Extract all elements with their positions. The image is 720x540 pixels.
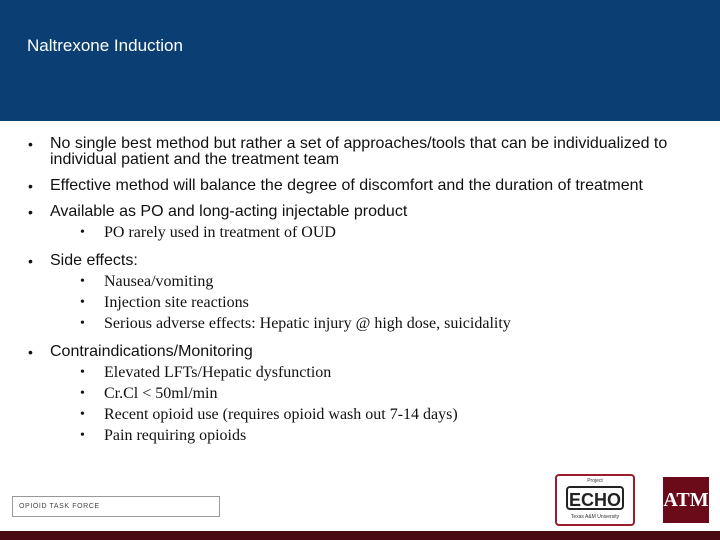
- sub-bullet-item: [50, 271, 708, 292]
- bullet-dot-icon: •: [28, 204, 33, 220]
- footer-label-box: [12, 496, 220, 517]
- slide-header: [0, 0, 720, 121]
- bottom-bar: [0, 531, 720, 540]
- texas-am-logo: [663, 477, 709, 523]
- bullet-item: [28, 136, 708, 168]
- sub-bullet-item: [50, 425, 708, 446]
- sub-bullet-dot-icon: •: [80, 295, 85, 310]
- sub-bullet-text: Injection site reactions: [104, 294, 249, 311]
- bullet-dot-icon: •: [28, 253, 33, 269]
- sub-bullet-item: [50, 222, 708, 243]
- sub-bullet-text: Cr.Cl < 50ml/min: [104, 385, 218, 402]
- sub-bullet-dot-icon: •: [80, 428, 85, 443]
- echo-subtitle: Texas A&M University: [570, 514, 620, 520]
- bullet-item: [28, 178, 708, 194]
- bullet-text: No single best method but rather a set of approaches/tools that can be individualized to individual patient and the treatment team: [50, 135, 668, 168]
- sub-bullet-item: [50, 362, 708, 383]
- echo-project-text: Project: [587, 478, 603, 484]
- bullet-item: [28, 344, 708, 446]
- sub-bullet-list: [50, 271, 708, 334]
- sub-bullet-text: PO rarely used in treatment of OUD: [104, 224, 336, 241]
- sub-bullet-dot-icon: •: [80, 386, 85, 401]
- bullet-dot-icon: •: [28, 344, 33, 360]
- sub-bullet-item: [50, 292, 708, 313]
- bullet-text: Contraindications/Monitoring: [50, 343, 253, 360]
- atm-letters: ATM: [663, 489, 709, 511]
- sub-bullet-list: [50, 222, 708, 243]
- bullet-text: Effective method will balance the degree of discomfort and the duration of treatment: [50, 177, 643, 194]
- sub-bullet-text: Elevated LFTs/Hepatic dysfunction: [104, 364, 332, 381]
- sub-bullet-item: [50, 313, 708, 334]
- bullet-text: Available as PO and long-acting injectable product: [50, 203, 408, 220]
- bullet-text: Side effects:: [50, 252, 138, 269]
- sub-bullet-text: Serious adverse effects: Hepatic injury @ high dose, suicidality: [104, 315, 511, 332]
- sub-bullet-text: Nausea/vomiting: [104, 273, 214, 290]
- slide-title: Naltrexone Induction: [27, 36, 183, 55]
- sub-bullet-dot-icon: •: [80, 407, 85, 422]
- sub-bullet-item: [50, 404, 708, 425]
- footer-label: OPIOID TASK FORCE: [19, 503, 100, 510]
- sub-bullet-list: [50, 362, 708, 446]
- bullet-dot-icon: •: [28, 136, 33, 152]
- bullet-dot-icon: •: [28, 178, 33, 194]
- echo-word: ECHO: [566, 486, 624, 510]
- sub-bullet-dot-icon: •: [80, 316, 85, 331]
- sub-bullet-text: Recent opioid use (requires opioid wash out 7-14 days): [104, 406, 458, 423]
- sub-bullet-item: [50, 383, 708, 404]
- sub-bullet-dot-icon: •: [80, 225, 85, 240]
- sub-bullet-dot-icon: •: [80, 274, 85, 289]
- bullet-item: [28, 253, 708, 334]
- bullet-list: [28, 136, 708, 456]
- sub-bullet-text: Pain requiring opioids: [104, 427, 247, 444]
- sub-bullet-dot-icon: •: [80, 365, 85, 380]
- bullet-item: [28, 204, 708, 243]
- project-echo-logo: [555, 474, 635, 526]
